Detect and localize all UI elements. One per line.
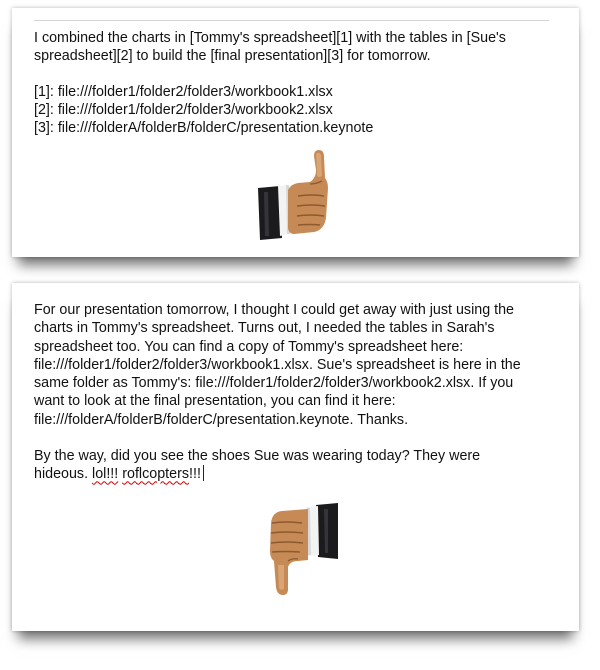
message-line: spreadsheet][2] to build the [final presentation][3] for tomorrow. [34, 48, 431, 65]
reference-link-2[interactable]: [2]: file:///folder1/folder2/folder3/workbook2.xlsx [34, 101, 333, 118]
misspelled-word[interactable]: roflcopters [122, 466, 189, 483]
text-cursor [203, 465, 204, 481]
message-card-good [12, 8, 579, 257]
message-line-editable[interactable] [34, 465, 561, 483]
message-line: file:///folderA/folderB/folderC/presentation.keynote. Thanks. [34, 411, 409, 428]
message-line: file:///folder1/folder2/folder3/workbook1.xlsx. Sue's spreadsheet is here in the [34, 356, 521, 373]
divider [34, 20, 549, 21]
message-line: I combined the charts in [Tommy's spreadsheet][1] with the tables in [Sue's [34, 30, 506, 46]
misspelled-word[interactable]: lol!!! [92, 466, 119, 483]
message-text: !!! [189, 466, 201, 483]
message-line: spreadsheet too. You can find a copy of Tommy's spreadsheet here: [34, 338, 464, 355]
message-line: want to look at the final presentation, you can find it here: [34, 393, 396, 410]
thumbs-down-icon [258, 503, 338, 598]
message-line: charts in Tommy's spreadsheet. Turns out, I needed the tables in Sarah's [34, 320, 495, 337]
reference-link-3[interactable]: [3]: file:///folderA/folderB/folderC/presentation.keynote [34, 120, 374, 137]
reference-link-1[interactable]: [1]: file:///folder1/folder2/folder3/workbook1.xlsx [34, 83, 333, 100]
thumbs-up-icon [258, 148, 338, 240]
message-line: same folder as Tommy's: file:///folder1/folder2/folder3/workbook2.xlsx. If you [34, 375, 514, 392]
message-text: hideous. [34, 466, 93, 483]
message-line: By the way, did you see the shoes Sue was wearing today? They were [34, 448, 481, 465]
message-line: For our presentation tomorrow, I thought I could get away with just using the [34, 302, 514, 318]
message-card-bad [12, 283, 579, 631]
